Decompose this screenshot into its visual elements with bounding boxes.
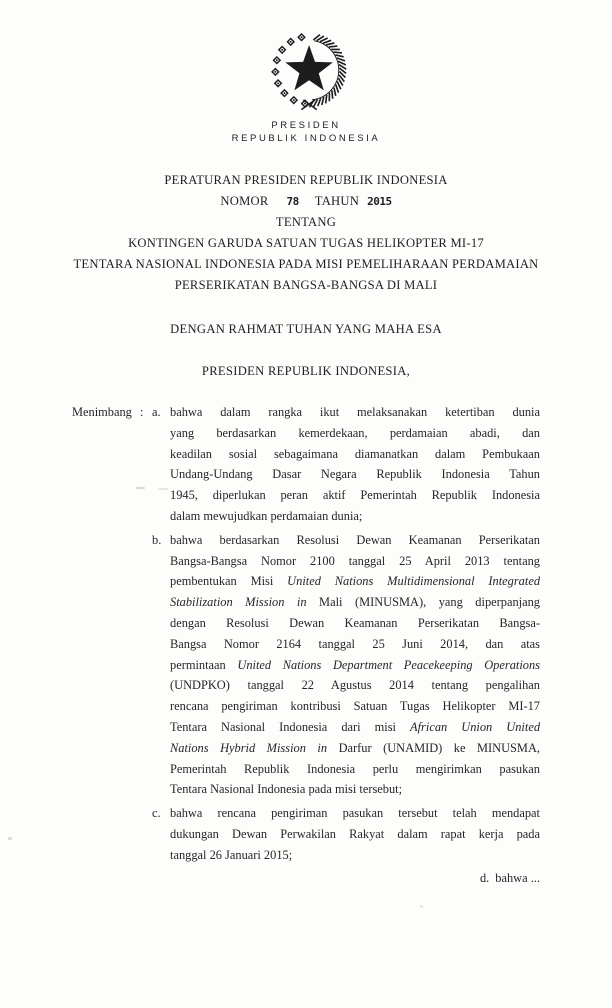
- consideration-item-c: [152, 803, 540, 865]
- scan-artifact: [158, 488, 168, 490]
- body-text: tanggal 26 Januari 2015;: [170, 847, 293, 862]
- tentang-label: TENTANG: [275, 215, 337, 229]
- consideration-line: [170, 845, 540, 866]
- star-wreath-icon: [255, 31, 361, 115]
- consideration-line: [170, 655, 540, 676]
- subject-line-2: TENTARA NASIONAL INDONESIA PADA MISI PEMELIHARAAN PERDAMAIAN: [73, 257, 539, 271]
- nomor-line: [0, 191, 612, 212]
- subject-line-3: PERSERIKATAN BANGSA-BANGSA DI MALI: [174, 278, 438, 292]
- body-text: dalam mewujudkan perdamaian dunia;: [170, 508, 363, 523]
- consideration-line: [170, 530, 540, 551]
- catchword: [480, 871, 540, 886]
- item-label: b.: [152, 532, 162, 547]
- consideration-line: [170, 551, 540, 572]
- tahun-label: TAHUN: [314, 194, 360, 208]
- consideration-line: [170, 571, 540, 592]
- consideration-line: [170, 444, 540, 465]
- regulation-title: PERATURAN PRESIDEN REPUBLIK INDONESIA: [164, 173, 448, 187]
- considerations-items: [152, 402, 540, 866]
- body-text: dukungan Dewan Perwakilan Rakyat dalam rapat kerja pada: [170, 826, 540, 841]
- considerations-section: [72, 402, 540, 866]
- consideration-line: [170, 696, 540, 717]
- italic-term: United Nations Department Peacekeeping Operations: [237, 657, 540, 672]
- body-text: bahwa dalam rangka ikut melaksanakan ketertiban dunia: [170, 405, 540, 419]
- consideration-item-a: [152, 402, 540, 527]
- consideration-line: [170, 634, 540, 655]
- menimbang-colon: :: [140, 405, 144, 419]
- consideration-line: [170, 675, 540, 696]
- body-text: yang berdasarkan kemerdekaan, perdamaian abadi, dan: [170, 425, 540, 440]
- scan-artifact: [136, 487, 145, 489]
- letterhead-presiden: PRESIDEN: [271, 120, 341, 131]
- body-text: Bangsa Nomor 2164 tanggal 25 Juni 2014, dan atas: [170, 636, 540, 651]
- body-text: Undang-Undang Dasar Negara Republik Indonesia Tahun: [170, 467, 540, 482]
- body-text: bahwa berdasarkan Resolusi Dewan Keamanan Perserikatan: [170, 532, 540, 547]
- body-text: Pemerintah Republik Indonesia perlu mengirimkan pasukan: [170, 761, 540, 776]
- item-label: c.: [152, 806, 161, 821]
- letterhead-republik-indonesia: REPUBLIK INDONESIA: [231, 132, 381, 144]
- consideration-line: [170, 803, 540, 824]
- scan-artifact: [8, 837, 12, 840]
- title-block: [0, 170, 612, 296]
- consideration-line: [170, 464, 540, 485]
- consideration-line: [170, 738, 540, 759]
- italic-term: Stabilization Mission in: [170, 595, 307, 610]
- nomor-value: 78: [286, 195, 299, 208]
- italic-term: Nations Hybrid Mission in: [170, 740, 328, 755]
- menimbang-label: Menimbang: [72, 405, 132, 419]
- scan-artifact: [420, 905, 423, 908]
- body-text: pembentukan Misi: [170, 574, 288, 589]
- italic-term: African Union United: [410, 719, 541, 734]
- item-label: a.: [152, 405, 161, 419]
- presidential-seal: [255, 31, 361, 115]
- subject-line-1: KONTINGEN GARUDA SATUAN TUGAS HELIKOPTER MI-17: [128, 236, 484, 250]
- body-text: Darfur (UNAMID) ke MINUSMA,: [327, 740, 540, 755]
- invocation-line: DENGAN RAHMAT TUHAN YANG MAHA ESA: [170, 322, 442, 336]
- body-text: dengan Resolusi Dewan Keamanan Perserikatan Bangsa-: [170, 615, 540, 630]
- italic-term: United Nations Multidimensional Integrated: [287, 574, 541, 589]
- catchword-text: bahwa ...: [495, 871, 540, 885]
- consideration-line: [170, 402, 540, 423]
- body-text: Mali (MINUSMA), yang diperpanjang: [306, 595, 540, 610]
- authority-line: PRESIDEN REPUBLIK INDONESIA,: [201, 364, 411, 378]
- consideration-line: [170, 423, 540, 444]
- body-text: (UNDPKO) tanggal 22 Agustus 2014 tentang pengalihan: [170, 678, 540, 693]
- consideration-line: [170, 506, 540, 527]
- consideration-line: [170, 824, 540, 845]
- body-text: Bangsa-Bangsa Nomor 2100 tanggal 25 April 2013 tentang: [170, 553, 540, 568]
- consideration-line: [170, 592, 540, 613]
- catchword-label: d.: [479, 871, 490, 885]
- consideration-item-b: [152, 530, 540, 800]
- body-text: keadilan sosial sebagaimana diamanatkan dalam Pembukaan: [170, 446, 540, 461]
- body-text: permintaan: [170, 657, 238, 672]
- body-text: Tentara Nasional Indonesia pada misi tersebut;: [170, 782, 403, 797]
- consideration-line: [170, 613, 540, 634]
- body-text: rencana pengiriman kontribusi Satuan Tugas Helikopter MI-17: [170, 699, 540, 714]
- body-text: 1945, diperlukan peran aktif Pemerintah Republik Indonesia: [170, 488, 540, 503]
- nomor-label: NOMOR: [220, 194, 269, 208]
- consideration-line: [170, 717, 540, 738]
- consideration-line: [170, 759, 540, 780]
- body-text: bahwa rencana pengiriman pasukan tersebut telah mendapat: [170, 806, 540, 821]
- consideration-line: [170, 485, 540, 506]
- body-text: Tentara Nasional Indonesia dari misi: [170, 719, 411, 734]
- tahun-value: 2015: [367, 195, 392, 208]
- consideration-line: [170, 779, 540, 800]
